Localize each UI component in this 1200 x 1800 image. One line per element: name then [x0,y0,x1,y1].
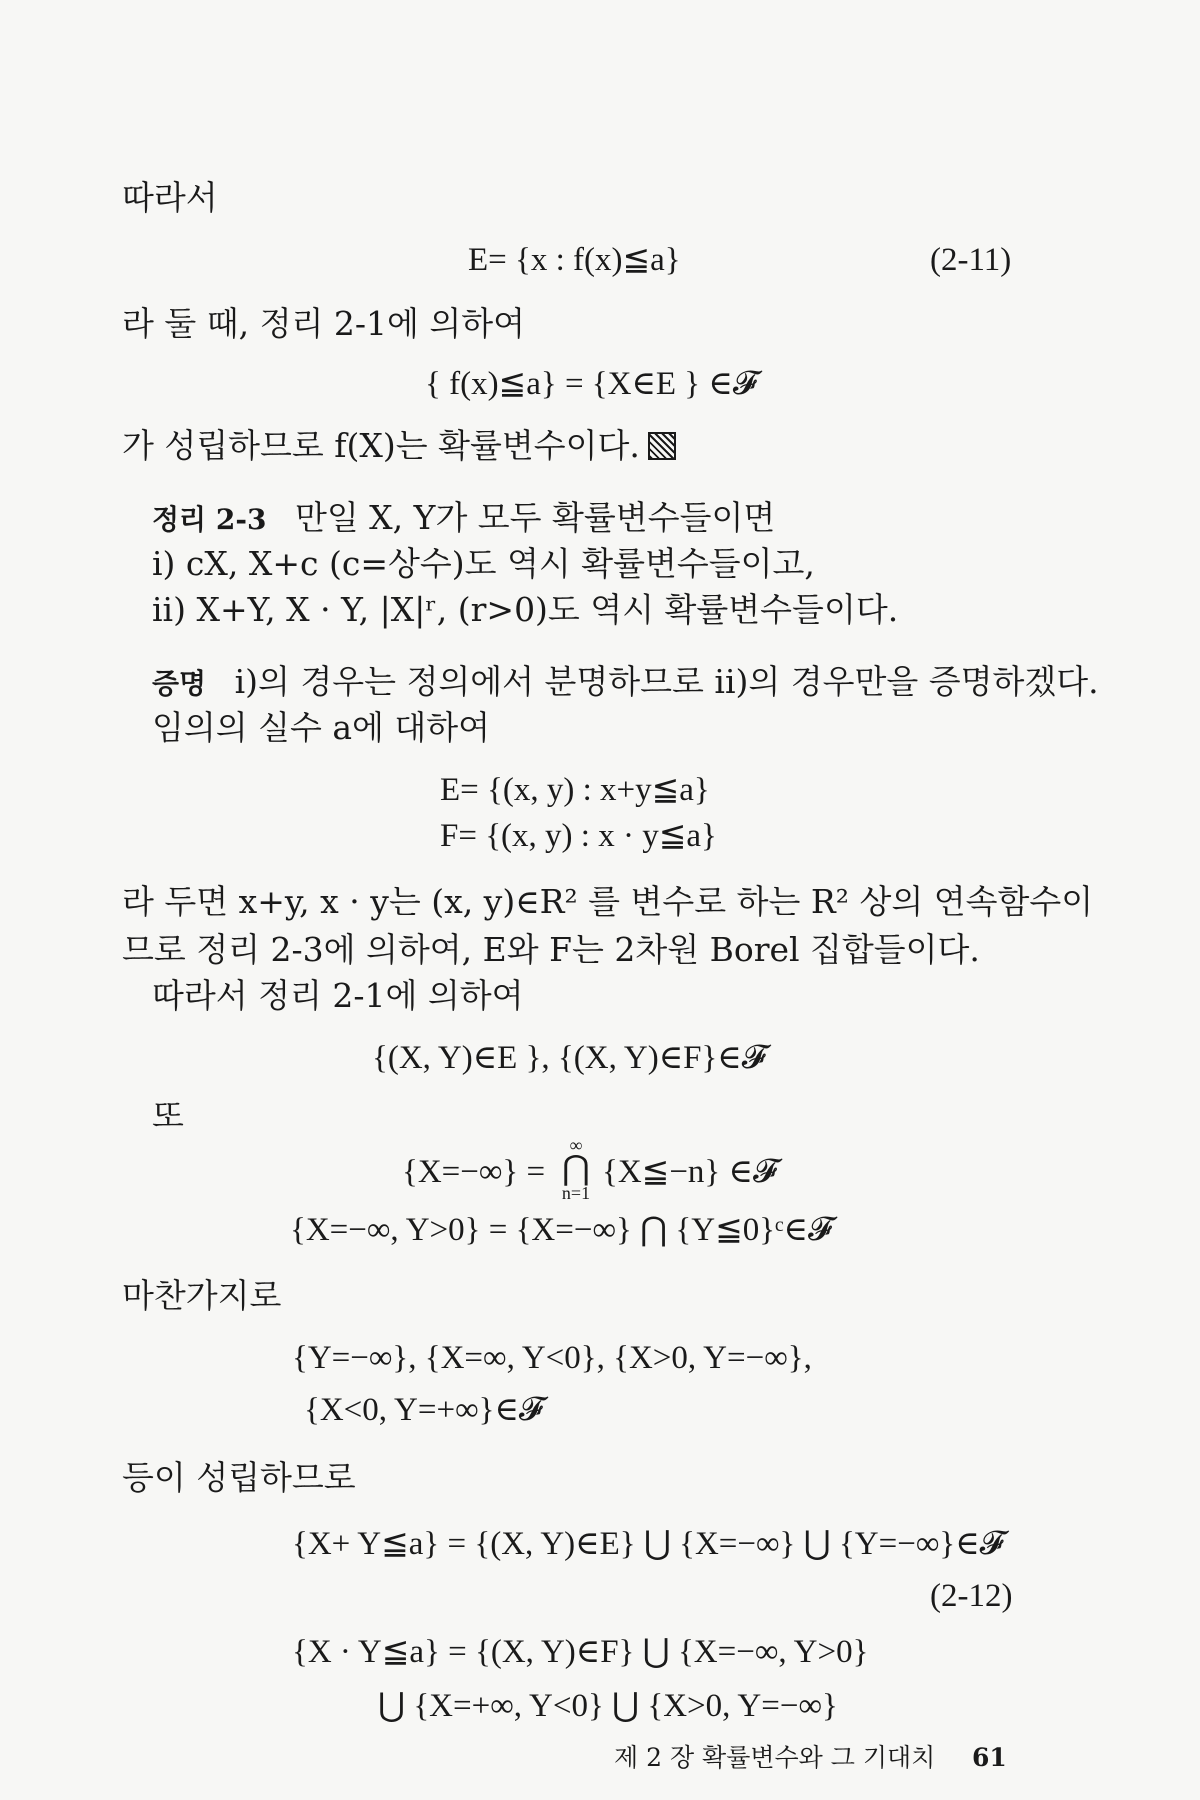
equation-number: (2-12) [930,1578,1013,1614]
equation: E= {x : f(x)≦a} [468,242,681,278]
qed-box-icon [648,432,676,460]
equation: {Y=−∞}, {X=∞, Y<0}, {X>0, Y=−∞}, [292,1340,812,1376]
proof-heading: 증명 [152,667,207,700]
proof-text: i)의 경우는 정의에서 분명하므로 ii)의 경우만을 증명하겠다. [234,662,1099,701]
text-line: 따라서 정리 2-1에 의하여 [152,976,524,1015]
theorem-text: 만일 X, Y가 모두 확률변수들이면 [294,498,776,537]
chapter-footer: 제 2 장 확률변수와 그 기대치 [614,1743,936,1772]
operator-lower-limit: n=1 [561,1183,591,1203]
theorem-item: i) cX, X+c (c=상수)도 역시 확률변수들이고, [152,544,815,583]
equation-number: (2-11) [930,242,1012,278]
equation: {X<0, Y=+∞}∈𝓕 [304,1392,544,1428]
operator-upper-limit: ∞ [569,1135,583,1155]
intersection-operator [556,1136,596,1202]
text-line: 므로 정리 2-3에 의하여, E와 F는 2차원 Borel 집합들이다. [122,930,980,969]
equation: {X=−∞, Y>0} = {X=−∞} ⋂ {Y≦0}ᶜ∈𝓕 [290,1212,833,1248]
equation-left: {X=−∞} = [402,1154,546,1190]
intersection-icon: ⋂ [562,1150,590,1187]
text-line: 마찬가지로 [122,1276,282,1315]
proof-line [152,660,1099,706]
theorem-line [152,496,775,542]
text-line: 등이 성립하므로 [122,1458,356,1497]
page-number: 61 [972,1743,1007,1772]
equation: F= {(x, y) : x · y≦a} [440,818,717,854]
text-line: 라 두면 x+y, x · y는 (x, y)∈R² 를 변수로 하는 R² 상의 연속함수이 [122,882,1094,921]
text-line [122,424,676,468]
theorem-heading: 정리 2-3 [152,503,267,536]
theorem-item: ii) X+Y, X · Y, |X|ʳ, (r>0)도 역시 확률변수들이다. [152,590,899,629]
equation: {X+ Y≦a} = {(X, Y)∈E} ⋃ {X=−∞} ⋃ {Y=−∞}∈𝓕 [292,1526,1005,1562]
equation: { f(x)≦a} = {X∈E } ∈𝓕 [425,366,758,402]
text-line: 따라서 [122,178,218,217]
text-line: 라 둘 때, 정리 2-1에 의하여 [122,304,525,343]
equation: ⋃ {X=+∞, Y<0} ⋃ {X>0, Y=−∞} [378,1688,838,1724]
equation: E= {(x, y) : x+y≦a} [440,772,710,808]
equation: {(X, Y)∈E }, {(X, Y)∈F}∈𝓕 [372,1040,767,1076]
text-line: 임의의 실수 a에 대하여 [152,708,491,747]
text-span: 가 성립하므로 f(X)는 확률변수이다. [122,426,640,465]
text-line: 또 [152,1096,184,1135]
equation-right: {X≦−n} ∈𝓕 [602,1154,778,1190]
equation: {X · Y≦a} = {(X, Y)∈F} ⋃ {X=−∞, Y>0} [292,1634,869,1670]
